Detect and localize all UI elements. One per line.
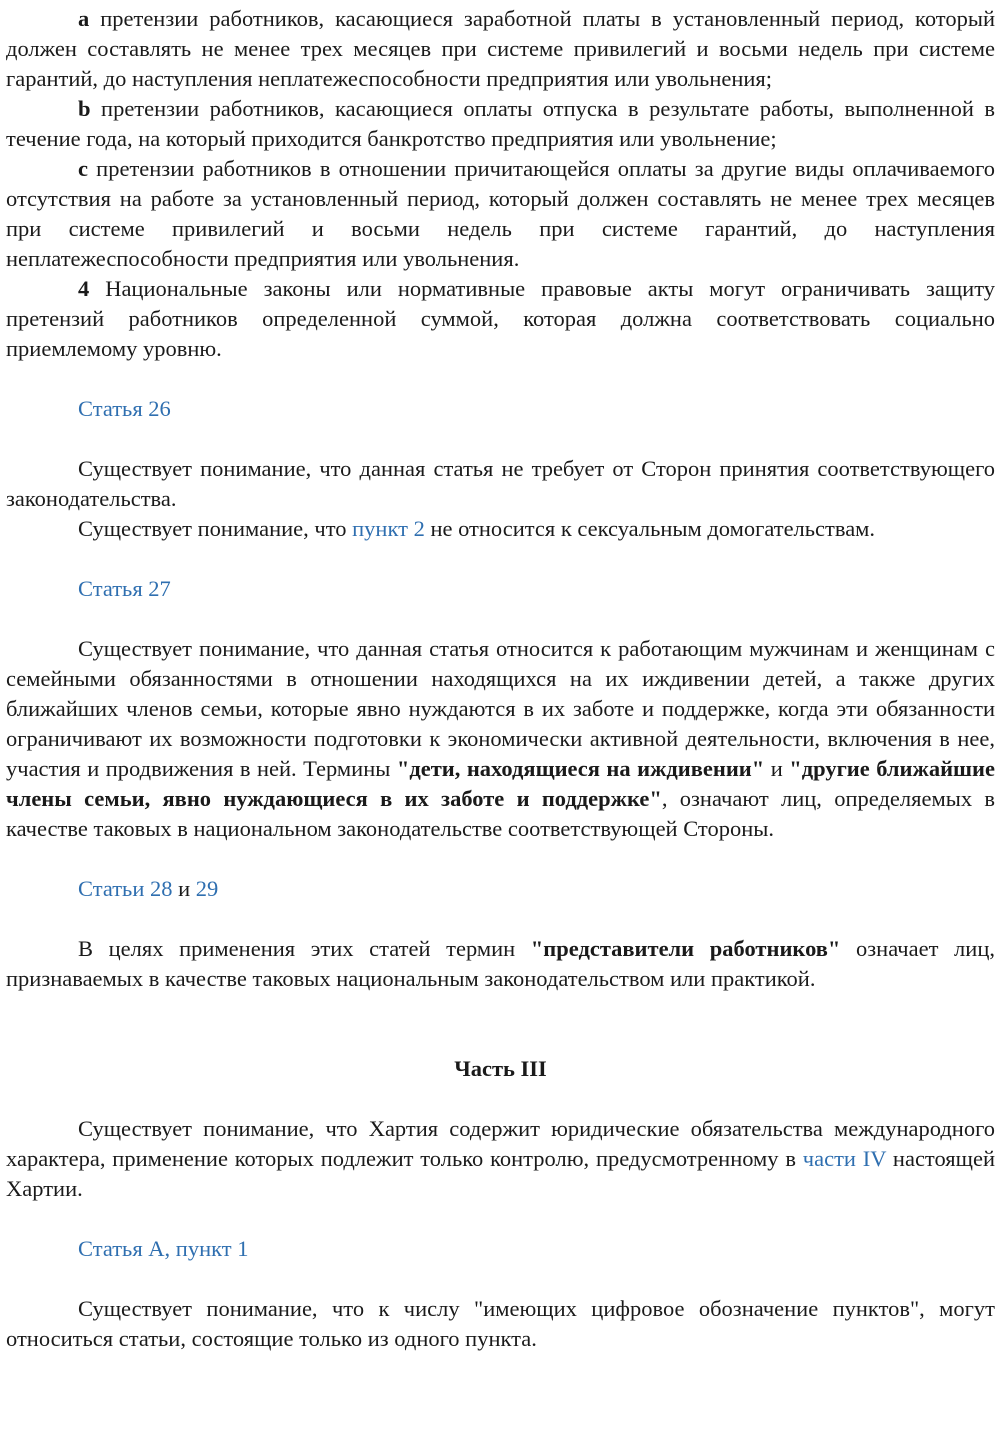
- article-29-link[interactable]: 29: [195, 876, 219, 901]
- articles-28-29-heading: [6, 874, 995, 904]
- spacer: [6, 844, 995, 874]
- part-3-title: Часть III: [454, 1056, 547, 1081]
- point-2-link[interactable]: пункт 2: [352, 516, 425, 541]
- paragraph-text: Существует понимание, что: [78, 516, 353, 541]
- paragraph-text: Существует понимание, что данная статья относится к работающим мужчинам и женщинам с семейными обязанностями в отношении находящихся на их иждивении детей, а также других ближайших членов семьи, которые явно нуждаются в их заботе и поддержке, когда эти обязанности ограничивают их возможности подготовки к экономически активной деятельности, включения в нее, участия и продвижения в ней. Термины: [6, 636, 995, 781]
- item-marker: c: [78, 156, 88, 181]
- paragraph-text: не относится к сексуальным домогательствам.: [424, 516, 876, 541]
- term-workers-representatives: "представители работников": [530, 936, 841, 961]
- spacer: [6, 604, 995, 634]
- article-28-link[interactable]: 28: [149, 876, 173, 901]
- paragraph-text: Существует понимание, что Хартия содержит юридические обязательства международного характера, применение которых подлежит только контролю, предусмотренному в: [6, 1116, 995, 1171]
- article-27-heading[interactable]: Статья 27: [78, 576, 171, 601]
- heading-prefix: Статьи: [78, 876, 150, 901]
- item-marker: b: [78, 96, 91, 121]
- item-marker: a: [78, 6, 90, 31]
- paragraph-item-4: [6, 274, 995, 364]
- spacer: [6, 544, 995, 574]
- paragraph-item-b: [6, 94, 995, 154]
- article-a-paragraph: Существует понимание, что к числу "имеющих цифровое обозначение пунктов", могут относиться статьи, состоящие только из одного пункта.: [6, 1296, 995, 1351]
- spacer: [6, 994, 995, 1024]
- spacer: [6, 1264, 995, 1294]
- paragraph-text: , означают лиц, определяемых в качестве таковых в национальном законодательстве соответствующей Стороны.: [6, 786, 995, 841]
- item-marker: 4: [78, 276, 90, 301]
- paragraph-text: настоящей Хартии.: [6, 1146, 995, 1201]
- paragraph-text: претензии работников в отношении причитающейся оплаты за другие виды оплачиваемого отсутствия на работе за установленный период, который должен составлять не менее трех месяцев при системе привилегий и восьми недель при системе гарантий, до наступления неплатежеспособности предприятия или увольнения.: [6, 156, 995, 271]
- paragraph-text: претензии работников, касающиеся заработной платы в установленный период, который должен составлять не менее трех месяцев при системе привилегий и восьми недель при системе гарантий, до наступления неплатежеспособности предприятия или увольнения;: [6, 6, 995, 91]
- spacer: [6, 364, 995, 394]
- article-26-paragraph-2: [6, 514, 995, 544]
- article-26-paragraph-1: Существует понимание, что данная статья не требует от Сторон принятия соответствующего законодательства.: [6, 456, 995, 511]
- spacer: [6, 904, 995, 934]
- term-dependent-children: "дети, находящиеся на иждивении": [396, 756, 765, 781]
- paragraph-text: В целях применения этих статей термин: [78, 936, 531, 961]
- paragraph-item-a: [6, 4, 995, 94]
- articles-28-29-paragraph: [6, 934, 995, 994]
- spacer: [6, 424, 995, 454]
- paragraph-text: означает лиц, признаваемых в качестве таковых национальным законодательством или практикой.: [6, 936, 995, 991]
- article-26-heading[interactable]: Статья 26: [78, 396, 171, 421]
- heading-conjunction: и: [172, 876, 196, 901]
- article-27-paragraph: [6, 634, 995, 844]
- spacer: [6, 1084, 995, 1114]
- term-family-members: "другие ближайшие члены семьи, явно нуждающиеся в их заботе и поддержке": [6, 756, 995, 811]
- spacer: [6, 1204, 995, 1234]
- paragraph-text: претензии работников, касающиеся оплаты отпуска в результате работы, выполненной в течение года, на который приходится банкротство предприятия или увольнение;: [6, 96, 995, 151]
- part-3-paragraph: [6, 1114, 995, 1204]
- paragraph-text: Национальные законы или нормативные правовые акты могут ограничивать защиту претензий работников определенной суммой, которая должна соответствовать социально приемлемому уровню.: [6, 276, 995, 361]
- paragraph-item-c: [6, 154, 995, 274]
- article-a-heading[interactable]: Статья А, пункт 1: [78, 1236, 249, 1261]
- spacer: [6, 1024, 995, 1054]
- paragraph-text: и: [764, 756, 790, 781]
- part-4-link[interactable]: части IV: [802, 1146, 887, 1171]
